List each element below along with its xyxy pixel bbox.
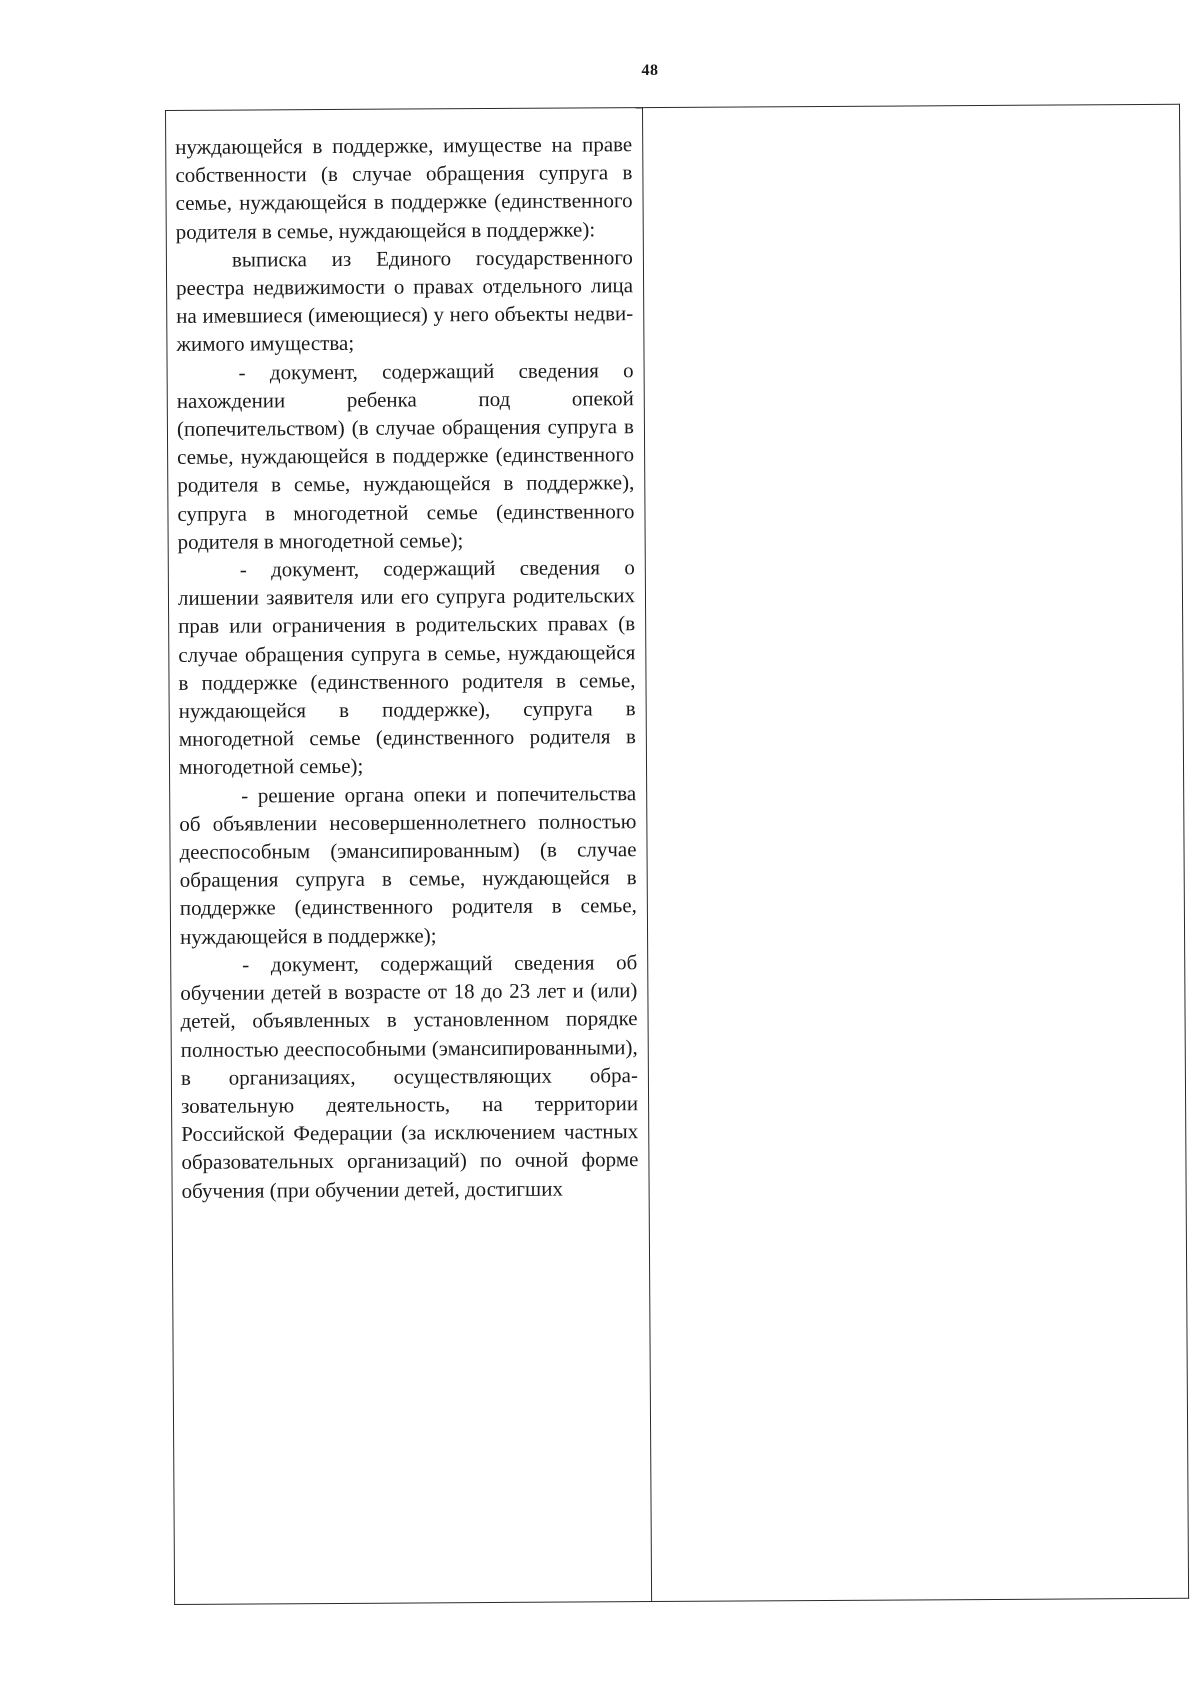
paragraph-6: - документ, содержащий сведения об обучении детей в возрасте от 18 до 23 лет и (или) детей, объявленных в установленном порядке полностью дееспособными (эмансипированными), в организациях, осуществляющих образовательную деятельность, на территории Российской Федерации (за исключением частных образовательных организаций) по очной форме обучения (при обучении детей, достигших bbox=[180, 950, 639, 1203]
paragraph-5: - решение органа опеки и попечительства об объявлении несовершеннолетнего полностью дееспособным (эмансипированным) (в случае обращения супруга в семье, нуждающейся в поддержке (единственного родителя в семье, нуждающейся в поддержке); bbox=[179, 780, 637, 949]
page-number: 48 bbox=[641, 62, 659, 79]
table-cell-left bbox=[166, 108, 652, 1605]
cell-text-left bbox=[166, 108, 649, 1205]
paragraph-4: - документ, содержащий сведения о лишении заявителя или его супруга родительских прав или ограничения в родительских правах (в случае обращения супруга в семье, нуждающейся в поддержке (единственного родителя в семье, нуждающейся в поддержке), супруга в многодетной семье (единственного родителя в многодетной семье); bbox=[177, 555, 636, 780]
table-cell-right bbox=[642, 104, 1188, 1601]
paragraph-1: нуждающейся в поддержке, имуществе на праве собственности (в случае обращения супруга в семье, нуждающейся в поддержке (единственного родителя в семье, нуждающейся в поддержке): bbox=[175, 132, 633, 244]
document-table bbox=[165, 104, 1189, 1605]
paragraph-3: - документ, содержащий сведения о нахождении ребенка под опекой (попечительством) (в случае обращения супруга в семье, нуждающейся в поддержке (единственного родителя в семье, нуждающейся в поддержке), супруга в многодетной семье (единственного родителя в многодетной семье); bbox=[176, 357, 635, 554]
cell-text-right bbox=[643, 105, 1179, 108]
paragraph-2: выписка из Единого государственного реестра недвижимости о правах отдельного лица на имевшиеся (имеющиеся) у него объекты недвижимого имущества; bbox=[176, 244, 634, 357]
table-row bbox=[166, 104, 1189, 1604]
